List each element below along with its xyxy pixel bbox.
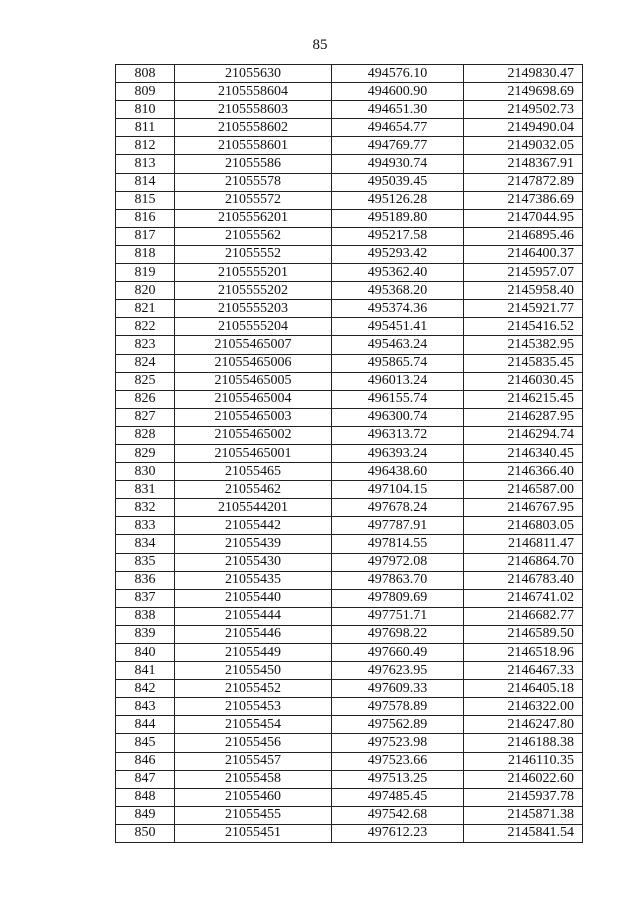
y-coordinate-cell: 2146215.45 <box>464 390 583 408</box>
point-id-cell: 21055452 <box>175 680 332 698</box>
table-row <box>116 426 583 444</box>
point-id-cell: 21055442 <box>175 517 332 535</box>
row-number-cell: 843 <box>116 698 175 716</box>
coordinates-table-body <box>116 65 583 843</box>
point-id-cell: 2105555203 <box>175 300 332 318</box>
point-id-cell: 21055446 <box>175 625 332 643</box>
table-row <box>116 173 583 191</box>
table-row <box>116 499 583 517</box>
point-id-cell: 21055455 <box>175 806 332 824</box>
row-number-cell: 838 <box>116 607 175 625</box>
table-row <box>116 662 583 680</box>
x-coordinate-cell: 494576.10 <box>332 65 464 83</box>
y-coordinate-cell: 2145382.95 <box>464 336 583 354</box>
table-row <box>116 463 583 481</box>
table-row <box>116 734 583 752</box>
point-id-cell: 21055465 <box>175 463 332 481</box>
x-coordinate-cell: 497863.70 <box>332 571 464 589</box>
row-number-cell: 841 <box>116 662 175 680</box>
y-coordinate-cell: 2146022.60 <box>464 770 583 788</box>
x-coordinate-cell: 497578.89 <box>332 698 464 716</box>
table-row <box>116 625 583 643</box>
row-number-cell: 830 <box>116 463 175 481</box>
row-number-cell: 839 <box>116 625 175 643</box>
y-coordinate-cell: 2146188.38 <box>464 734 583 752</box>
x-coordinate-cell: 494769.77 <box>332 137 464 155</box>
y-coordinate-cell: 2149490.04 <box>464 119 583 137</box>
y-coordinate-cell: 2146287.95 <box>464 408 583 426</box>
table-row <box>116 282 583 300</box>
table-row <box>116 698 583 716</box>
point-id-cell: 2105558602 <box>175 119 332 137</box>
table-row <box>116 788 583 806</box>
point-id-cell: 21055458 <box>175 770 332 788</box>
x-coordinate-cell: 495189.80 <box>332 209 464 227</box>
y-coordinate-cell: 2149830.47 <box>464 65 583 83</box>
y-coordinate-cell: 2145937.78 <box>464 788 583 806</box>
table-row <box>116 191 583 209</box>
row-number-cell: 821 <box>116 300 175 318</box>
y-coordinate-cell: 2146030.45 <box>464 372 583 390</box>
row-number-cell: 808 <box>116 65 175 83</box>
point-id-cell: 21055449 <box>175 644 332 662</box>
y-coordinate-cell: 2146340.45 <box>464 444 583 462</box>
x-coordinate-cell: 494600.90 <box>332 83 464 101</box>
table-row <box>116 770 583 788</box>
x-coordinate-cell: 495039.45 <box>332 173 464 191</box>
point-id-cell: 21055451 <box>175 824 332 842</box>
y-coordinate-cell: 2147386.69 <box>464 191 583 209</box>
x-coordinate-cell: 496438.60 <box>332 463 464 481</box>
row-number-cell: 850 <box>116 824 175 842</box>
y-coordinate-cell: 2149502.73 <box>464 101 583 119</box>
row-number-cell: 844 <box>116 716 175 734</box>
point-id-cell: 21055453 <box>175 698 332 716</box>
x-coordinate-cell: 495293.42 <box>332 245 464 263</box>
point-id-cell: 21055552 <box>175 245 332 263</box>
y-coordinate-cell: 2146895.46 <box>464 227 583 245</box>
x-coordinate-cell: 497609.33 <box>332 680 464 698</box>
table-row <box>116 806 583 824</box>
x-coordinate-cell: 497104.15 <box>332 481 464 499</box>
row-number-cell: 822 <box>116 318 175 336</box>
row-number-cell: 829 <box>116 444 175 462</box>
point-id-cell: 21055456 <box>175 734 332 752</box>
table-row <box>116 245 583 263</box>
y-coordinate-cell: 2148367.91 <box>464 155 583 173</box>
x-coordinate-cell: 497972.08 <box>332 553 464 571</box>
x-coordinate-cell: 497698.22 <box>332 625 464 643</box>
y-coordinate-cell: 2149032.05 <box>464 137 583 155</box>
table-row <box>116 535 583 553</box>
point-id-cell: 21055562 <box>175 227 332 245</box>
row-number-cell: 831 <box>116 481 175 499</box>
x-coordinate-cell: 497751.71 <box>332 607 464 625</box>
row-number-cell: 819 <box>116 264 175 282</box>
row-number-cell: 840 <box>116 644 175 662</box>
point-id-cell: 21055572 <box>175 191 332 209</box>
y-coordinate-cell: 2146322.00 <box>464 698 583 716</box>
point-id-cell: 21055450 <box>175 662 332 680</box>
x-coordinate-cell: 497623.95 <box>332 662 464 680</box>
point-id-cell: 21055578 <box>175 173 332 191</box>
x-coordinate-cell: 495865.74 <box>332 354 464 372</box>
y-coordinate-cell: 2145871.38 <box>464 806 583 824</box>
table-row <box>116 300 583 318</box>
point-id-cell: 21055465005 <box>175 372 332 390</box>
point-id-cell: 21055465006 <box>175 354 332 372</box>
point-id-cell: 21055454 <box>175 716 332 734</box>
point-id-cell: 2105556201 <box>175 209 332 227</box>
table-row <box>116 680 583 698</box>
x-coordinate-cell: 495374.36 <box>332 300 464 318</box>
row-number-cell: 835 <box>116 553 175 571</box>
x-coordinate-cell: 496313.72 <box>332 426 464 444</box>
x-coordinate-cell: 496393.24 <box>332 444 464 462</box>
y-coordinate-cell: 2146366.40 <box>464 463 583 481</box>
y-coordinate-cell: 2146518.96 <box>464 644 583 662</box>
row-number-cell: 824 <box>116 354 175 372</box>
table-row <box>116 589 583 607</box>
table-row <box>116 644 583 662</box>
point-id-cell: 2105558601 <box>175 137 332 155</box>
y-coordinate-cell: 2145841.54 <box>464 824 583 842</box>
x-coordinate-cell: 497542.68 <box>332 806 464 824</box>
table-row <box>116 571 583 589</box>
row-number-cell: 811 <box>116 119 175 137</box>
x-coordinate-cell: 494930.74 <box>332 155 464 173</box>
table-row <box>116 119 583 137</box>
x-coordinate-cell: 495368.20 <box>332 282 464 300</box>
table-row <box>116 444 583 462</box>
page-number: 85 <box>312 37 328 53</box>
row-number-cell: 827 <box>116 408 175 426</box>
table-row <box>116 155 583 173</box>
row-number-cell: 809 <box>116 83 175 101</box>
x-coordinate-cell: 495217.58 <box>332 227 464 245</box>
point-id-cell: 2105544201 <box>175 499 332 517</box>
row-number-cell: 847 <box>116 770 175 788</box>
coordinates-table <box>115 64 583 843</box>
row-number-cell: 816 <box>116 209 175 227</box>
y-coordinate-cell: 2145958.40 <box>464 282 583 300</box>
x-coordinate-cell: 497787.91 <box>332 517 464 535</box>
point-id-cell: 21055465001 <box>175 444 332 462</box>
table-row <box>116 824 583 842</box>
row-number-cell: 848 <box>116 788 175 806</box>
row-number-cell: 836 <box>116 571 175 589</box>
x-coordinate-cell: 496300.74 <box>332 408 464 426</box>
point-id-cell: 2105555202 <box>175 282 332 300</box>
table-row <box>116 354 583 372</box>
x-coordinate-cell: 495126.28 <box>332 191 464 209</box>
row-number-cell: 849 <box>116 806 175 824</box>
table-row <box>116 65 583 83</box>
point-id-cell: 21055465004 <box>175 390 332 408</box>
point-id-cell: 21055586 <box>175 155 332 173</box>
point-id-cell: 2105558604 <box>175 83 332 101</box>
row-number-cell: 823 <box>116 336 175 354</box>
y-coordinate-cell: 2145835.45 <box>464 354 583 372</box>
y-coordinate-cell: 2145957.07 <box>464 264 583 282</box>
table-row <box>116 553 583 571</box>
x-coordinate-cell: 496155.74 <box>332 390 464 408</box>
x-coordinate-cell: 495451.41 <box>332 318 464 336</box>
x-coordinate-cell: 497678.24 <box>332 499 464 517</box>
y-coordinate-cell: 2146783.40 <box>464 571 583 589</box>
point-id-cell: 21055465002 <box>175 426 332 444</box>
x-coordinate-cell: 494651.30 <box>332 101 464 119</box>
row-number-cell: 817 <box>116 227 175 245</box>
x-coordinate-cell: 497660.49 <box>332 644 464 662</box>
row-number-cell: 845 <box>116 734 175 752</box>
table-row <box>116 137 583 155</box>
point-id-cell: 2105558603 <box>175 101 332 119</box>
table-row <box>116 517 583 535</box>
x-coordinate-cell: 497485.45 <box>332 788 464 806</box>
table-row <box>116 607 583 625</box>
table-row <box>116 318 583 336</box>
x-coordinate-cell: 497814.55 <box>332 535 464 553</box>
point-id-cell: 2105555204 <box>175 318 332 336</box>
y-coordinate-cell: 2146811.47 <box>464 535 583 553</box>
x-coordinate-cell: 497562.89 <box>332 716 464 734</box>
point-id-cell: 21055460 <box>175 788 332 806</box>
table-row <box>116 372 583 390</box>
point-id-cell: 2105555201 <box>175 264 332 282</box>
y-coordinate-cell: 2149698.69 <box>464 83 583 101</box>
y-coordinate-cell: 2147872.89 <box>464 173 583 191</box>
point-id-cell: 21055435 <box>175 571 332 589</box>
point-id-cell: 21055462 <box>175 481 332 499</box>
point-id-cell: 21055440 <box>175 589 332 607</box>
y-coordinate-cell: 2146682.77 <box>464 607 583 625</box>
row-number-cell: 818 <box>116 245 175 263</box>
x-coordinate-cell: 497523.66 <box>332 752 464 770</box>
row-number-cell: 813 <box>116 155 175 173</box>
row-number-cell: 810 <box>116 101 175 119</box>
y-coordinate-cell: 2146400.37 <box>464 245 583 263</box>
y-coordinate-cell: 2146767.95 <box>464 499 583 517</box>
table-row <box>116 83 583 101</box>
x-coordinate-cell: 497809.69 <box>332 589 464 607</box>
row-number-cell: 846 <box>116 752 175 770</box>
x-coordinate-cell: 495463.24 <box>332 336 464 354</box>
y-coordinate-cell: 2146589.50 <box>464 625 583 643</box>
y-coordinate-cell: 2146247.80 <box>464 716 583 734</box>
row-number-cell: 837 <box>116 589 175 607</box>
y-coordinate-cell: 2146405.18 <box>464 680 583 698</box>
y-coordinate-cell: 2146741.02 <box>464 589 583 607</box>
y-coordinate-cell: 2147044.95 <box>464 209 583 227</box>
x-coordinate-cell: 497612.23 <box>332 824 464 842</box>
point-id-cell: 21055630 <box>175 65 332 83</box>
point-id-cell: 21055465007 <box>175 336 332 354</box>
y-coordinate-cell: 2146803.05 <box>464 517 583 535</box>
x-coordinate-cell: 495362.40 <box>332 264 464 282</box>
table-row <box>116 227 583 245</box>
table-row <box>116 390 583 408</box>
table-row <box>116 264 583 282</box>
row-number-cell: 826 <box>116 390 175 408</box>
y-coordinate-cell: 2145416.52 <box>464 318 583 336</box>
y-coordinate-cell: 2146467.33 <box>464 662 583 680</box>
row-number-cell: 832 <box>116 499 175 517</box>
row-number-cell: 812 <box>116 137 175 155</box>
row-number-cell: 814 <box>116 173 175 191</box>
x-coordinate-cell: 497513.25 <box>332 770 464 788</box>
row-number-cell: 828 <box>116 426 175 444</box>
row-number-cell: 815 <box>116 191 175 209</box>
x-coordinate-cell: 497523.98 <box>332 734 464 752</box>
point-id-cell: 21055457 <box>175 752 332 770</box>
row-number-cell: 842 <box>116 680 175 698</box>
point-id-cell: 21055439 <box>175 535 332 553</box>
y-coordinate-cell: 2145921.77 <box>464 300 583 318</box>
y-coordinate-cell: 2146864.70 <box>464 553 583 571</box>
y-coordinate-cell: 2146110.35 <box>464 752 583 770</box>
table-row <box>116 716 583 734</box>
table-row <box>116 752 583 770</box>
x-coordinate-cell: 494654.77 <box>332 119 464 137</box>
table-row <box>116 481 583 499</box>
point-id-cell: 21055430 <box>175 553 332 571</box>
table-row <box>116 209 583 227</box>
y-coordinate-cell: 2146587.00 <box>464 481 583 499</box>
table-row <box>116 101 583 119</box>
table-row <box>116 408 583 426</box>
x-coordinate-cell: 496013.24 <box>332 372 464 390</box>
point-id-cell: 21055465003 <box>175 408 332 426</box>
row-number-cell: 825 <box>116 372 175 390</box>
y-coordinate-cell: 2146294.74 <box>464 426 583 444</box>
table-row <box>116 336 583 354</box>
point-id-cell: 21055444 <box>175 607 332 625</box>
row-number-cell: 820 <box>116 282 175 300</box>
row-number-cell: 834 <box>116 535 175 553</box>
row-number-cell: 833 <box>116 517 175 535</box>
